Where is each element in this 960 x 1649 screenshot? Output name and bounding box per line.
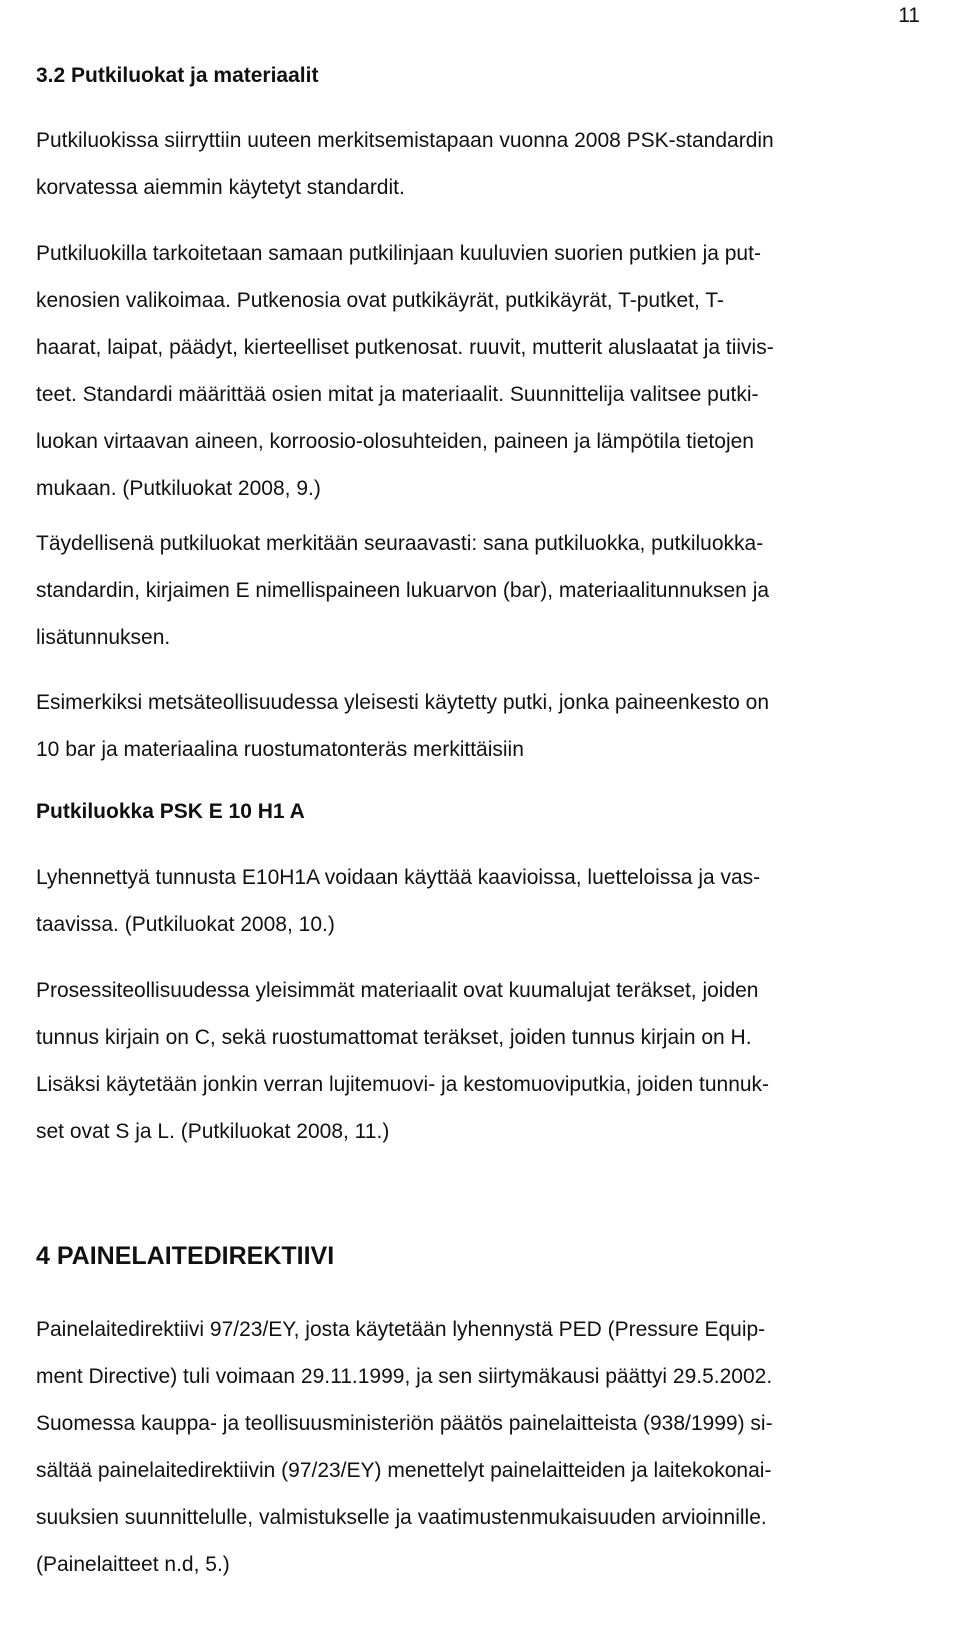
paragraph-line: kenosien valikoimaa. Putkenosia ovat putkikäyrät, putkikäyrät, T-putket, T- <box>36 289 724 312</box>
paragraph-line: Lisäksi käytetään jonkin verran lujitemuovi- ja kestomuoviputkia, joiden tunnuk- <box>36 1073 770 1096</box>
section-4-heading-block <box>36 1241 916 1271</box>
paragraph-line: teet. Standardi määrittää osien mitat ja materiaalit. Suunnittelija valitsee putki- <box>36 383 759 406</box>
section-3-2-heading-block <box>36 64 916 88</box>
paragraph-line: Suomessa kauppa- ja teollisuusministeriön päätös painelaitteista (938/1999) si- <box>36 1412 773 1435</box>
paragraph-line: mukaan. (Putkiluokat 2008, 9.) <box>36 477 321 500</box>
paragraph-line: Lyhennettyä tunnusta E10H1A voidaan käyttää kaavioissa, luetteloissa ja vas- <box>36 866 761 889</box>
paragraph-line: (Painelaitteet n.d, 5.) <box>36 1553 230 1576</box>
paragraph-pressure-directive <box>36 1318 916 1577</box>
paragraph-line: Putkiluokilla tarkoitetaan samaan putkilinjaan kuuluvien suorien putkien ja put- <box>36 242 761 265</box>
paragraph-example-intro <box>36 691 916 762</box>
paragraph-line: luokan virtaavan aineen, korroosio-olosuhteiden, paineen ja lämpötila tietojen <box>36 430 754 453</box>
section-heading: 3.2 Putkiluokat ja materiaalit <box>36 64 319 87</box>
page-number: 11 <box>898 4 920 27</box>
paragraph-line: suuksien suunnittelulle, valmistukselle ja vaatimustenmukaisuuden arvioinnille. <box>36 1506 767 1529</box>
pipe-class-example: Putkiluokka PSK E 10 H1 A <box>36 800 305 823</box>
paragraph-line: taavissa. (Putkiluokat 2008, 10.) <box>36 913 335 936</box>
paragraph-line: sältää painelaitedirektiivin (97/23/EY) menettelyt painelaitteiden ja laitekokonai- <box>36 1459 772 1482</box>
paragraph-line: set ovat S ja L. (Putkiluokat 2008, 11.) <box>36 1120 390 1143</box>
paragraph-line: lisätunnuksen. <box>36 626 171 649</box>
paragraph-pipe-class-marking <box>36 129 916 200</box>
paragraph-line: Prosessiteollisuudessa yleisimmät materiaalit ovat kuumalujat teräkset, joiden <box>36 979 759 1002</box>
paragraph-pipe-class-definition <box>36 242 916 501</box>
paragraph-line: haarat, laipat, päädyt, kierteelliset putkenosat. ruuvit, mutterit aluslaatat ja tiivis- <box>36 336 774 359</box>
paragraph-materials <box>36 979 916 1144</box>
paragraph-line: ment Directive) tuli voimaan 29.11.1999, ja sen siirtymäkausi päättyi 29.5.2002. <box>36 1365 773 1388</box>
paragraph-line: Painelaitedirektiivi 97/23/EY, josta käytetään lyhennystä PED (Pressure Equip- <box>36 1318 766 1341</box>
paragraph-full-marking <box>36 532 916 650</box>
paragraph-line: 10 bar ja materiaalina ruostumatonteräs merkittäisiin <box>36 738 524 761</box>
paragraph-short-code <box>36 866 916 937</box>
paragraph-line: Putkiluokissa siirryttiin uuteen merkitsemistapaan vuonna 2008 PSK-standardin <box>36 129 774 152</box>
paragraph-line: tunnus kirjain on C, sekä ruostumattomat teräkset, joiden tunnus kirjain on H. <box>36 1026 752 1049</box>
paragraph-line: Täydellisenä putkiluokat merkitään seuraavasti: sana putkiluokka, putkiluokka- <box>36 532 764 555</box>
paragraph-line: standardin, kirjaimen E nimellispaineen lukuarvon (bar), materiaalitunnuksen ja <box>36 579 770 602</box>
example-code-block <box>36 800 916 824</box>
chapter-heading: 4 PAINELAITEDIREKTIIVI <box>36 1242 335 1270</box>
paragraph-line: korvatessa aiemmin käytetyt standardit. <box>36 176 405 199</box>
paragraph-line: Esimerkiksi metsäteollisuudessa yleisesti käytetty putki, jonka paineenkesto on <box>36 691 770 714</box>
